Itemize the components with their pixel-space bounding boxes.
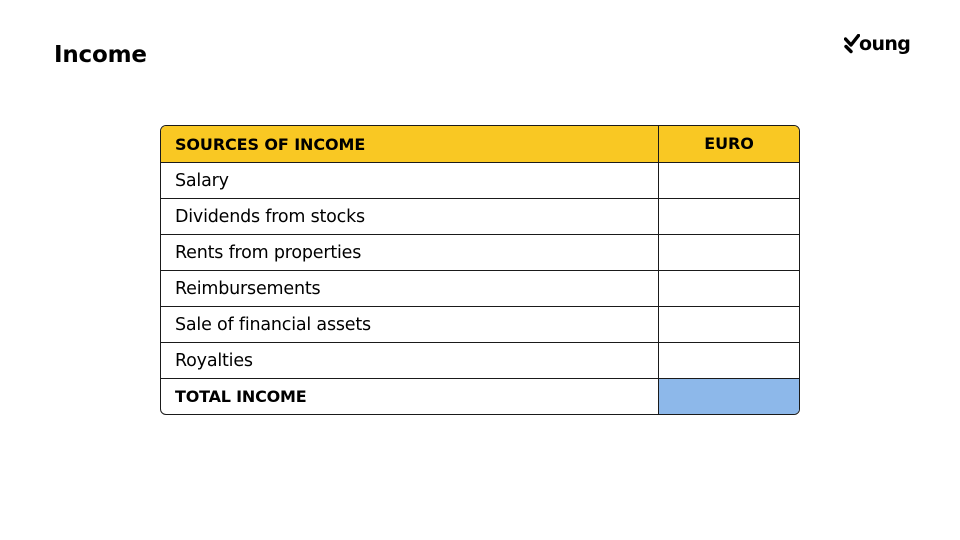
income-table: [160, 125, 800, 415]
row-value-dividends: [659, 199, 799, 234]
table-row: [161, 306, 799, 342]
row-label-reimbursements: Reimbursements: [161, 271, 659, 306]
table-row: [161, 162, 799, 198]
row-value-salary: [659, 163, 799, 198]
row-label-royalties: Royalties: [161, 343, 659, 378]
page-title: Income: [54, 42, 147, 68]
table-row: [161, 198, 799, 234]
total-income-value: [659, 379, 799, 414]
row-label-dividends: Dividends from stocks: [161, 199, 659, 234]
logo-text: oung: [859, 33, 911, 55]
check-mark-icon: [844, 34, 860, 54]
table-row: [161, 234, 799, 270]
row-label-sale-of-financial-assets: Sale of financial assets: [161, 307, 659, 342]
row-label-rents: Rents from properties: [161, 235, 659, 270]
header-sources-of-income: SOURCES OF INCOME: [161, 126, 659, 162]
row-value-sale-of-financial-assets: [659, 307, 799, 342]
row-value-rents: [659, 235, 799, 270]
table-header-row: [161, 126, 799, 162]
row-label-salary: Salary: [161, 163, 659, 198]
table-total-row: [161, 378, 799, 414]
table-row: [161, 270, 799, 306]
row-value-reimbursements: [659, 271, 799, 306]
header-euro: EURO: [704, 134, 754, 153]
total-income-label: TOTAL INCOME: [161, 379, 659, 414]
brand-logo: [844, 26, 910, 54]
table-row: [161, 342, 799, 378]
row-value-royalties: [659, 343, 799, 378]
